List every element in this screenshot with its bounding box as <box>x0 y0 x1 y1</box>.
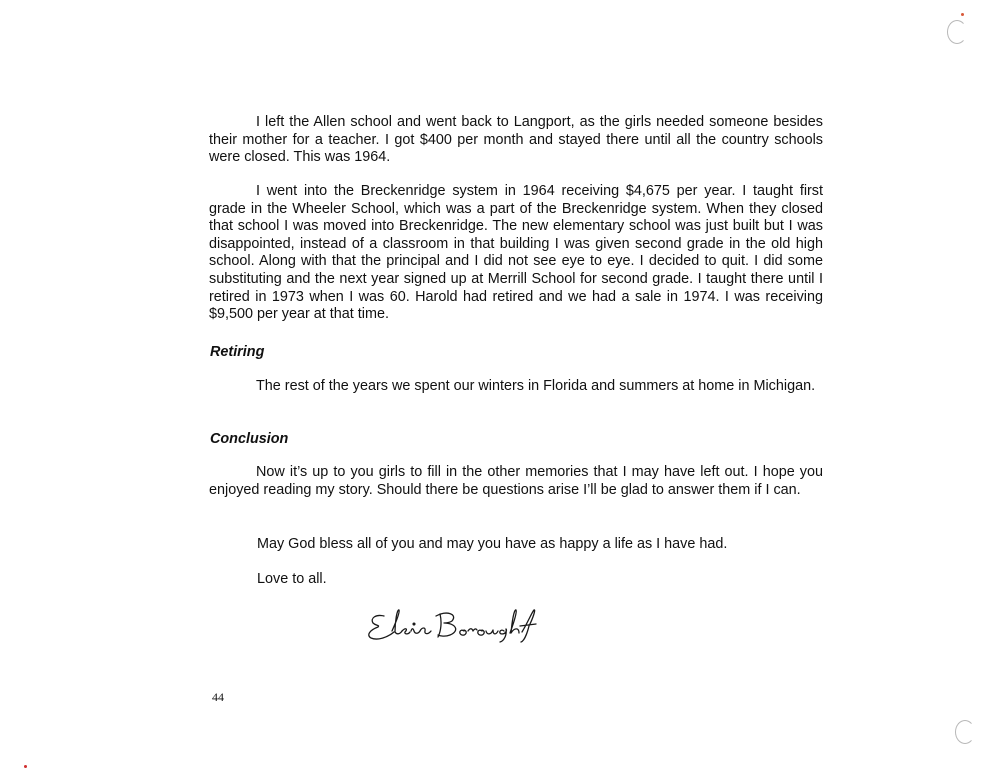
retiring-heading: Retiring <box>210 344 265 360</box>
red-speck-top <box>961 13 964 16</box>
punch-hole-top <box>947 20 967 44</box>
conclusion-paragraph-text: Now it’s up to you girls to fill in the other memories that I may have left out. I hope you enjoyed reading my story. Should there be questions arise I’ll be glad to answer them if I can. <box>209 464 823 498</box>
handwritten-signature <box>364 604 559 644</box>
conclusion-heading: Conclusion <box>210 431 289 447</box>
page-number: 44 <box>212 690 224 704</box>
conclusion-paragraph <box>209 464 823 499</box>
paragraph-2-text: I went into the Breckenridge system in 1964 receiving $4,675 per year. I taught first grade in the Wheeler School, which was a part of the Breckenridge system. When they closed that school I was moved into Breckenridge. The new elementary school was just built but I was disappointed, instead of a classroom in that building I was given second grade in the old high school. Along with that the principal and I did not see eye to eye. I decided to quit. I did some substituting and the next year signed up at Merrill School for second grade. I taught there until I retired in 1973 when I was 60. Harold had retired and we had a sale in 1974. I was receiving $9,500 per year at that time. <box>209 183 823 323</box>
retiring-paragraph-text: The rest of the years we spent our winters in Florida and summers at home in Michigan. <box>256 378 816 394</box>
paragraph-2 <box>209 183 823 324</box>
closing-line: Love to all. <box>257 571 327 587</box>
retiring-paragraph <box>209 378 823 396</box>
paragraph-1-text: I left the Allen school and went back to Langport, as the girls needed someone besides their mother for a teacher. I got $400 per month and stayed there until all the country schools were closed. This was 1964. <box>209 114 823 166</box>
red-speck-bottom <box>24 765 27 768</box>
punch-hole-bottom <box>955 720 975 744</box>
paragraph-1 <box>209 114 823 167</box>
blessing-line: May God bless all of you and may you have as happy a life as I have had. <box>257 536 728 552</box>
